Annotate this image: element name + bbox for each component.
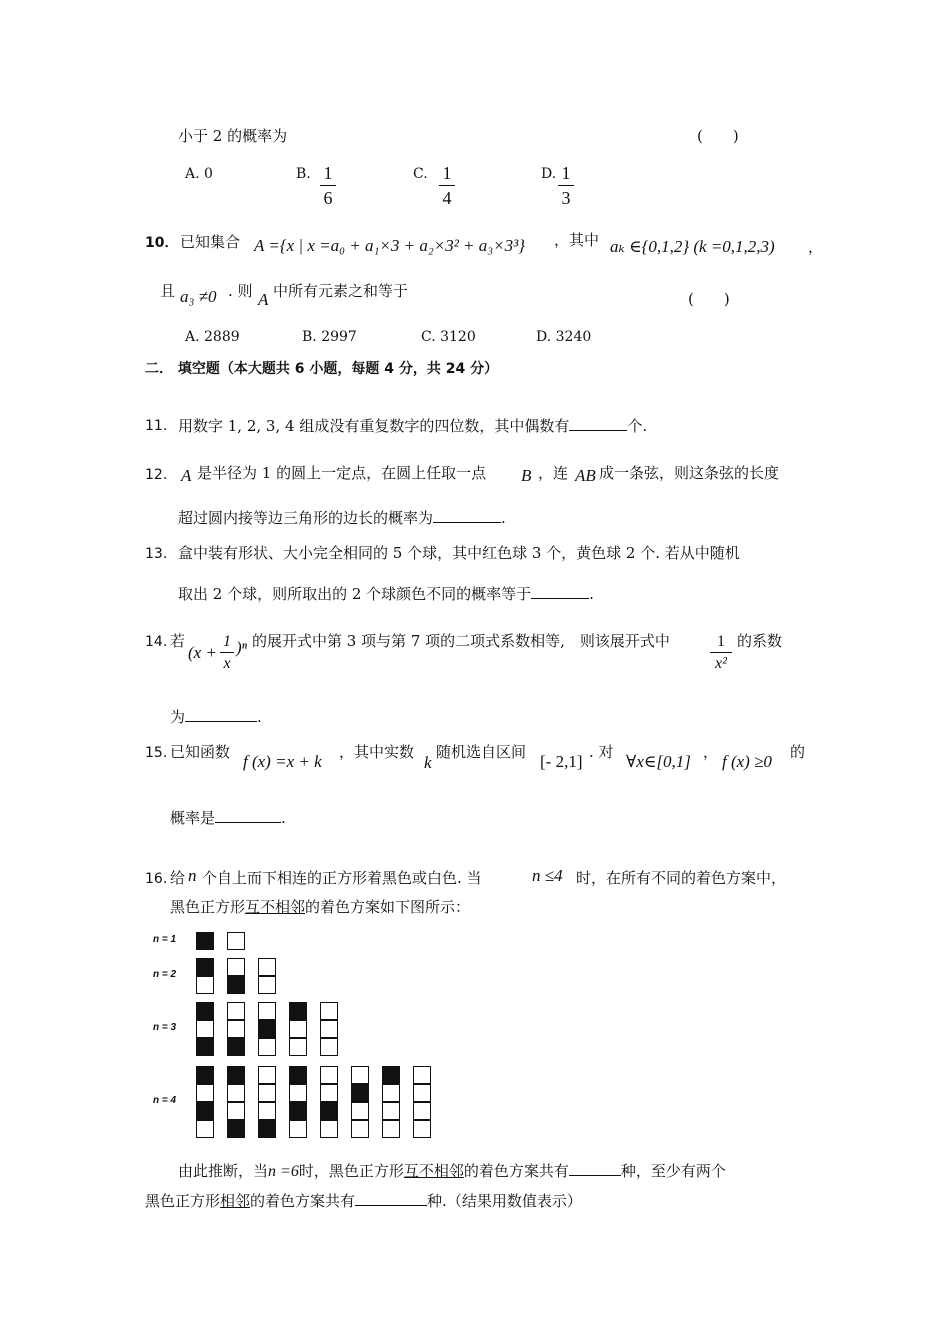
fraction-denominator: 3: [561, 188, 571, 208]
q9-stem-tail: 小于 2 的概率为: [178, 127, 288, 145]
q14-inner-fraction: [220, 632, 234, 673]
q14-line2: [170, 706, 262, 727]
q16-answer-blank-2[interactable]: [355, 1190, 427, 1206]
q16-text: 个自上而下相连的正方形着黑色或白色. 当: [202, 869, 482, 887]
q10-option-c: C. 3120: [421, 329, 476, 345]
black-square: [196, 1102, 214, 1120]
q13-line1: 盒中装有形状、大小完全相同的 5 个球，其中红色球 3 个，黄色球 2 个. 若从中随机: [178, 544, 740, 562]
q14-text: 若: [170, 632, 186, 650]
q15-text: ，其中实数: [339, 743, 415, 761]
white-square: [351, 1102, 369, 1120]
q15-inequality: f (x) ≥0: [722, 752, 772, 771]
white-square: [382, 1084, 400, 1102]
q16-text: 的着色方案共有: [463, 1162, 569, 1180]
q9-answer-paren: ( ): [697, 127, 739, 145]
black-square: [227, 976, 245, 994]
black-square: [227, 1066, 245, 1084]
white-square: [289, 1084, 307, 1102]
q14-tail: .: [257, 708, 262, 726]
q9-option-c-fraction: [439, 162, 455, 209]
white-square: [258, 976, 276, 994]
fraction-numerator: 1: [323, 163, 333, 183]
white-square: [258, 1038, 276, 1056]
q10-text: . 则: [228, 282, 253, 300]
white-square: [227, 1020, 245, 1038]
q15-text: 随机选自区间: [436, 743, 527, 761]
q12-text: ，连: [538, 464, 569, 482]
q13-number: 13.: [145, 546, 168, 562]
white-square: [258, 958, 276, 976]
white-square: [227, 958, 245, 976]
q10-number: 10．: [145, 235, 179, 251]
q15-stem: 概率是: [170, 809, 216, 827]
q16-text: 黑色正方形: [145, 1192, 221, 1210]
white-square: [196, 1020, 214, 1038]
q10-set-symbol: A: [258, 290, 269, 309]
white-square: [351, 1120, 369, 1138]
black-square: [196, 958, 214, 976]
black-square: [289, 1066, 307, 1084]
q14-stem: 为: [170, 708, 186, 726]
q16-text: 黑色正方形: [170, 898, 246, 916]
q15-text: . 对: [589, 743, 614, 761]
q16-text: 时，在所有不同的着色方案中，: [576, 869, 787, 887]
black-square: [196, 1002, 214, 1020]
q15-text: 已知函数: [170, 743, 231, 761]
q9-option-c-label: C.: [413, 166, 428, 182]
white-square: [258, 1084, 276, 1102]
white-square: [289, 1020, 307, 1038]
black-square: [196, 1066, 214, 1084]
q11-answer-blank[interactable]: [569, 415, 627, 431]
fraction-numerator: 1: [717, 633, 725, 650]
white-square: [320, 1038, 338, 1056]
q12-stem: 超过圆内接等边三角形的边长的概率为: [178, 509, 434, 527]
q13-line2: [178, 583, 594, 604]
q9-option-b-label: B.: [296, 166, 311, 182]
q10-option-a: A. 2889: [185, 329, 240, 345]
white-square: [382, 1102, 400, 1120]
fraction-denominator: 6: [323, 188, 333, 208]
q16-line4: [145, 1190, 582, 1211]
black-square: [289, 1002, 307, 1020]
q16-variable-n: n: [188, 866, 197, 885]
q16-text: 种.（结果用数值表示）: [427, 1192, 582, 1210]
fraction-numerator: 1: [442, 163, 452, 183]
q16-underlined: 相邻: [220, 1192, 251, 1210]
white-square: [320, 1120, 338, 1138]
white-square: [227, 1084, 245, 1102]
black-square: [196, 1038, 214, 1056]
white-square: [320, 1020, 338, 1038]
white-square: [320, 1084, 338, 1102]
q12-chord-ab: AB: [575, 466, 596, 485]
q15-number: 15.: [145, 745, 168, 761]
q16-text: 时，黑色正方形: [298, 1162, 404, 1180]
fraction-denominator: x²: [715, 655, 727, 672]
q15-line2: [170, 807, 286, 828]
q10-option-d: D. 3240: [536, 329, 592, 345]
q15-interval: [- 2,1]: [540, 752, 583, 771]
q10-option-b: B. 2997: [302, 329, 357, 345]
q16-number: 16.: [145, 871, 168, 887]
white-square: [413, 1120, 431, 1138]
q14-number: 14.: [145, 634, 168, 650]
q13-tail: .: [589, 585, 594, 603]
q10-text: 且: [160, 282, 176, 300]
white-square: [320, 1066, 338, 1084]
white-square: [351, 1066, 369, 1084]
q10-comma: ，: [808, 238, 824, 256]
q12-line2: [178, 507, 506, 528]
q15-function: f (x) =x + k: [243, 752, 322, 771]
q15-forall: ∀x∈[0,1]: [626, 752, 691, 771]
q13-answer-blank[interactable]: [531, 583, 589, 599]
q16-line3: [178, 1160, 726, 1182]
q16-text: 给: [170, 869, 186, 887]
q10-text: 中所有元素之和等于: [273, 282, 409, 300]
q16-condition-n6: n =6: [268, 1163, 299, 1180]
black-square: [258, 1120, 276, 1138]
black-square: [227, 1038, 245, 1056]
q12-tail: .: [501, 509, 506, 527]
white-square: [196, 1120, 214, 1138]
q14-text: 的系数: [737, 632, 783, 650]
q14-expr-left: (x +: [188, 643, 217, 662]
q11-number: 11.: [145, 418, 168, 434]
q12-answer-blank[interactable]: [433, 507, 501, 523]
figure-row-label: n = 1: [153, 934, 177, 945]
white-square: [196, 1084, 214, 1102]
q15-text: 的: [790, 743, 806, 761]
q16-line2: [170, 897, 470, 917]
black-square: [258, 1020, 276, 1038]
section-heading: 二． 填空题（本大题共 6 小题，每题 4 分，共 24 分）: [145, 361, 499, 377]
white-square: [258, 1002, 276, 1020]
white-square: [320, 1002, 338, 1020]
figure-row-label: n = 3: [153, 1022, 177, 1033]
q10-text: 已知集合: [180, 233, 241, 251]
fraction-denominator: 4: [442, 188, 452, 208]
white-square: [258, 1102, 276, 1120]
white-square: [196, 976, 214, 994]
black-square: [351, 1084, 369, 1102]
q16-underlined: 互不相邻: [245, 898, 306, 916]
q13-stem: 取出 2 个球，则所取出的 2 个球颜色不同的概率等于: [178, 585, 532, 603]
q14-expr-right: )ⁿ: [236, 638, 248, 657]
q11-text: [178, 415, 647, 436]
black-square: [227, 1120, 245, 1138]
q16-text: 的着色方案共有: [250, 1192, 356, 1210]
q9-option-d-fraction: [558, 162, 574, 209]
q10-condition-a3: a₃ ≠0: [180, 287, 217, 306]
q10-condition: aₖ ∈{0,1,2} (k =0,1,2,3): [610, 237, 775, 256]
q12-point-b: B: [521, 466, 532, 485]
black-square: [289, 1102, 307, 1120]
white-square: [289, 1038, 307, 1056]
q12-point-a: A: [181, 466, 192, 485]
q11-stem: 用数字 1, 2, 3, 4 组成没有重复数字的四位数，其中偶数有: [178, 417, 570, 435]
q15-answer-blank[interactable]: [215, 807, 281, 823]
white-square: [382, 1120, 400, 1138]
q15-variable-k: k: [424, 753, 432, 772]
black-square: [320, 1102, 338, 1120]
fraction-denominator: x: [223, 655, 231, 672]
fraction-numerator: 1: [223, 633, 231, 650]
q14-term-fraction: [710, 632, 732, 673]
q15-text: ，: [703, 743, 719, 761]
q9-option-a: A. 0: [185, 166, 213, 182]
q16-underlined: 互不相邻: [403, 1162, 464, 1180]
q16-text: 种，至少有两个: [620, 1162, 726, 1180]
q12-text: 是半径为 1 的圆上一定点，在圆上任取一点: [197, 464, 487, 482]
white-square: [413, 1102, 431, 1120]
q16-condition: n ≤4: [532, 866, 563, 885]
q11-tail: 个.: [627, 417, 648, 435]
q10-answer-paren: ( ): [688, 290, 730, 308]
q9-option-b-fraction: [320, 162, 336, 209]
white-square: [227, 1102, 245, 1120]
q16-text: 由此推断，当: [178, 1162, 269, 1180]
q12-number: 12.: [145, 467, 168, 483]
white-square: [413, 1084, 431, 1102]
q9-option-d-label: D.: [541, 166, 557, 182]
white-square: [413, 1066, 431, 1084]
figure-row-label: n = 4: [153, 1095, 177, 1106]
q16-text: 的着色方案如下图所示：: [305, 898, 471, 916]
q10-set-expression: A ={x | x =a₀ + a₁×3 + a₂×3² + a₃×3³}: [254, 236, 526, 255]
coloring-scheme-figure: [150, 928, 450, 1140]
black-square: [196, 932, 214, 950]
white-square: [258, 1066, 276, 1084]
figure-row-label: n = 2: [153, 969, 177, 980]
q14-text: 的展开式中第 3 项与第 7 项的二项式系数相等, 则该展开式中: [252, 632, 670, 650]
white-square: [227, 932, 245, 950]
q15-tail: .: [281, 809, 286, 827]
fraction-numerator: 1: [561, 163, 571, 183]
black-square: [382, 1066, 400, 1084]
q12-text: 成一条弦，则这条弦的长度: [599, 464, 780, 482]
q10-text: ，其中: [554, 231, 600, 249]
q14-answer-blank[interactable]: [185, 706, 257, 722]
white-square: [227, 1002, 245, 1020]
white-square: [289, 1120, 307, 1138]
q16-answer-blank-1[interactable]: [569, 1160, 621, 1176]
